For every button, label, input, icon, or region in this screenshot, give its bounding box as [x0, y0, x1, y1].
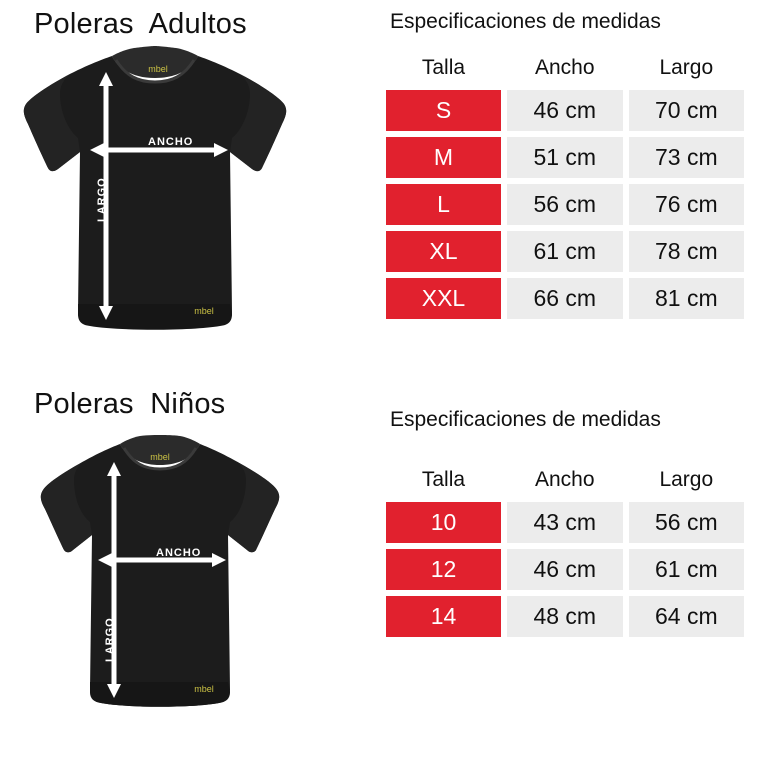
ancho-cell: 46 cm	[507, 549, 623, 590]
size-cell: XXL	[386, 278, 501, 319]
table-row	[386, 596, 744, 637]
size-cell: 12	[386, 549, 501, 590]
ancho-cell: 51 cm	[507, 137, 623, 178]
size-cell: S	[386, 90, 501, 131]
ancho-cell: 61 cm	[507, 231, 623, 272]
svg-text:mbel: mbel	[150, 452, 170, 462]
table-row	[386, 231, 744, 272]
kids-section-title: Poleras Niños	[34, 388, 226, 420]
size-cell: L	[386, 184, 501, 225]
size-cell: XL	[386, 231, 501, 272]
table-row	[386, 549, 744, 590]
largo-cell: 61 cm	[629, 549, 744, 590]
kids-length-label: LARGO	[104, 617, 116, 662]
kids-product-illustration	[0, 380, 370, 760]
largo-cell: 73 cm	[629, 137, 744, 178]
table-header-row	[386, 54, 744, 84]
largo-cell: 64 cm	[629, 596, 744, 637]
ancho-cell: 46 cm	[507, 90, 623, 131]
adults-width-label: ANCHO	[148, 136, 194, 148]
kids-shirt-graphic	[8, 432, 308, 742]
kids-width-label: ANCHO	[156, 547, 202, 559]
adults-section-title: Poleras Adultos	[34, 8, 247, 40]
kids-measurements-panel	[370, 380, 760, 760]
size-cell: 14	[386, 596, 501, 637]
largo-cell: 70 cm	[629, 90, 744, 131]
svg-text:mbel: mbel	[194, 684, 214, 694]
size-cell: M	[386, 137, 501, 178]
table-header-row	[386, 466, 744, 496]
tshirt-icon	[8, 432, 308, 732]
svg-text:mbel: mbel	[148, 64, 168, 74]
ancho-cell: 43 cm	[507, 502, 623, 543]
table-row	[386, 184, 744, 225]
column-header-largo: Largo	[659, 56, 714, 79]
largo-cell: 81 cm	[629, 278, 744, 319]
table-row	[386, 137, 744, 178]
table-row	[386, 278, 744, 319]
column-header-ancho: Ancho	[535, 56, 595, 79]
largo-cell: 56 cm	[629, 502, 744, 543]
adults-table-title: Especificaciones de medidas	[390, 10, 661, 33]
size-chart-section-kids	[0, 380, 760, 760]
adults-product-illustration	[0, 0, 370, 380]
size-cell: 10	[386, 502, 501, 543]
ancho-cell: 48 cm	[507, 596, 623, 637]
adults-shirt-graphic	[8, 42, 308, 352]
ancho-cell: 66 cm	[507, 278, 623, 319]
column-header-largo: Largo	[659, 468, 714, 491]
kids-table-title: Especificaciones de medidas	[390, 408, 661, 431]
table-row	[386, 90, 744, 131]
column-header-ancho: Ancho	[535, 468, 595, 491]
tshirt-icon	[8, 42, 308, 352]
table-row	[386, 502, 744, 543]
largo-cell: 76 cm	[629, 184, 744, 225]
largo-cell: 78 cm	[629, 231, 744, 272]
kids-size-table	[380, 460, 750, 643]
column-header-talla: Talla	[421, 468, 466, 491]
adults-size-table	[380, 48, 750, 325]
svg-text:mbel: mbel	[194, 306, 214, 316]
ancho-cell: 56 cm	[507, 184, 623, 225]
adults-length-label: LARGO	[96, 177, 108, 222]
column-header-talla: Talla	[421, 56, 466, 79]
adults-measurements-panel	[370, 0, 760, 380]
